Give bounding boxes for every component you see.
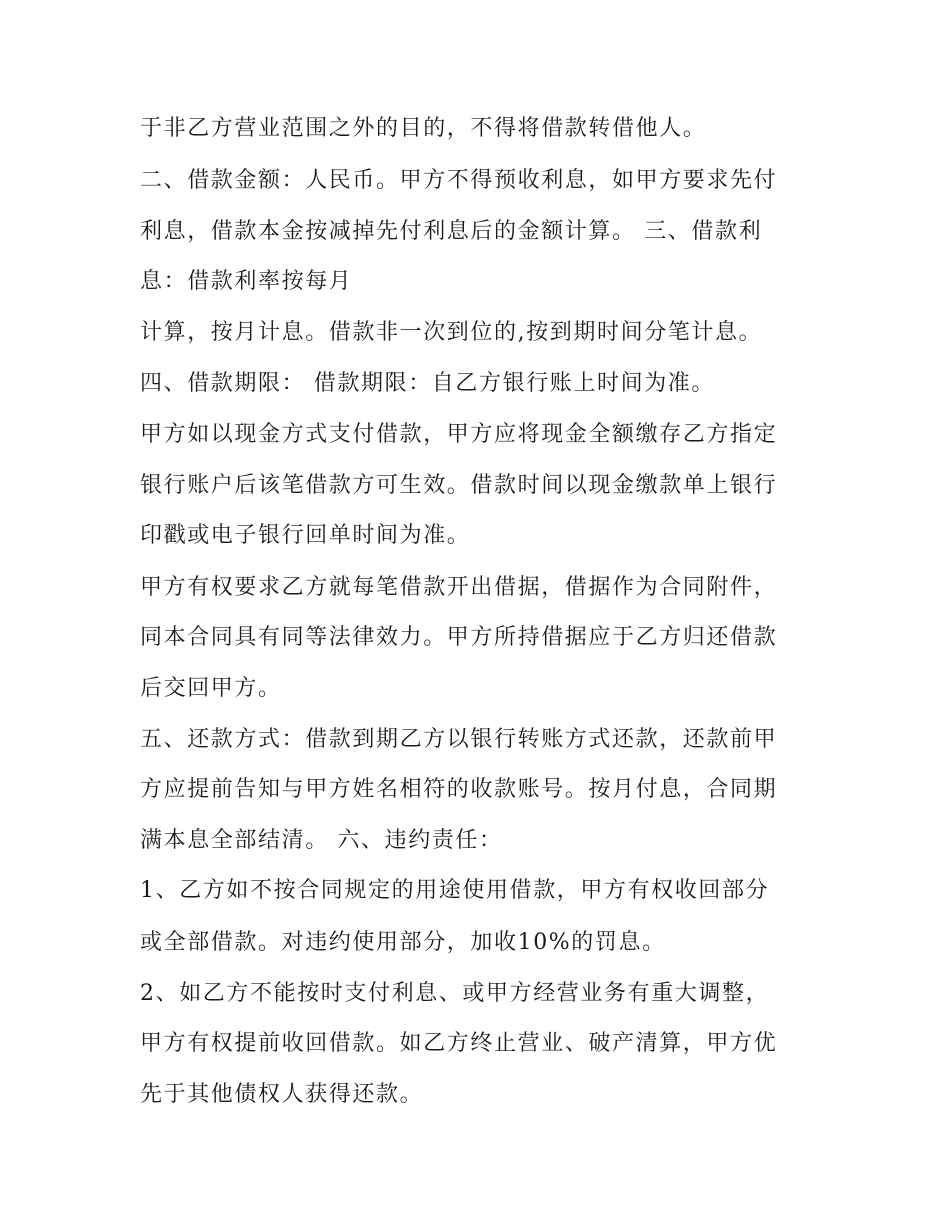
text-line: 印戳或电子银行回单时间为准。 [140, 523, 471, 548]
text-line: 四、借款期限： 借款期限：自乙方银行账上时间为准。 [140, 371, 715, 396]
text-line: 后交回甲方。 [140, 676, 282, 701]
text-line: 甲方有权提前收回借款。如乙方终止营业、破产清算，甲方优 [140, 1031, 778, 1056]
text-line: 1、乙方如不按合同规定的用途使用借款，甲方有权收回部分 [140, 878, 770, 903]
text-line: 利息，借款本金按减掉先付利息后的金额计算。 三、借款利 [140, 219, 763, 244]
text-line: 方应提前告知与甲方姓名相符的收款账号。按月付息，合同期 [140, 777, 778, 802]
text-line: 满本息全部结清。 六、违约责任： [140, 828, 503, 853]
text-line: 同本合同具有同等法律效力。甲方所持借据应于乙方归还借款 [140, 625, 778, 650]
text-line: 2、如乙方不能按时支付利息、或甲方经营业务有重大调整， [140, 981, 770, 1006]
text-line: 息：借款利率按每月 [140, 269, 353, 294]
text-line: 于非乙方营业范围之外的目的，不得将借款转借他人。 [140, 116, 707, 141]
text-line: 二、借款金额：人民币。甲方不得预收利息，如甲方要求先付 [140, 168, 778, 193]
text-line: 银行账户后该笔借款方可生效。借款时间以现金缴款单上银行 [140, 473, 778, 498]
text-line: 甲方有权要求乙方就每笔借款开出借据，借据作为合同附件， [140, 575, 778, 600]
text-line: 先于其他债权人获得还款。 [140, 1082, 424, 1107]
text-line: 五、还款方式：借款到期乙方以银行转账方式还款，还款前甲 [140, 727, 778, 752]
text-line: 计算，按月计息。借款非一次到位的,按到期时间分笔计息。 [140, 320, 763, 345]
text-line: 甲方如以现金方式支付借款，甲方应将现金全额缴存乙方指定 [140, 422, 778, 447]
text-line: 或全部借款。对违约使用部分，加收10%的罚息。 [140, 930, 666, 955]
